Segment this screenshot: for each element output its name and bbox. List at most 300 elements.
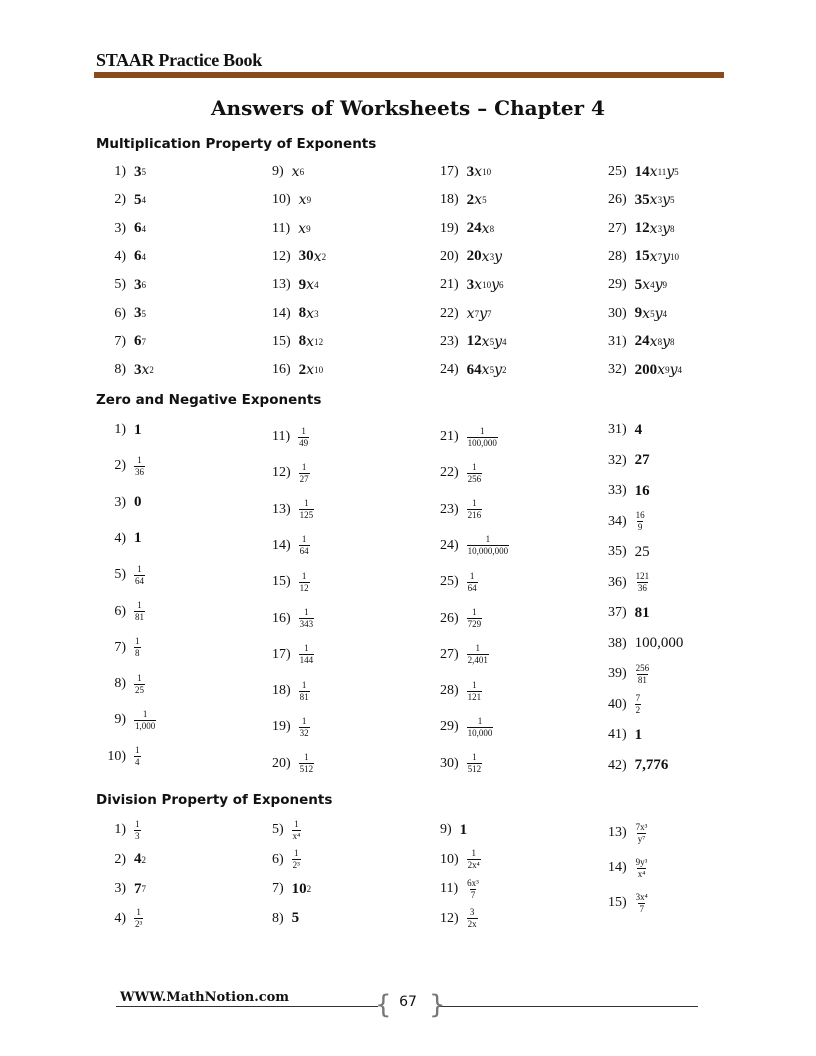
denominator: 25 xyxy=(135,684,144,695)
answer-item xyxy=(608,662,650,686)
variable: y xyxy=(662,248,670,265)
answer-value xyxy=(635,510,646,533)
answer-item xyxy=(104,217,146,241)
answer-item xyxy=(608,693,641,717)
coefficient: 200 xyxy=(634,361,658,378)
answer-number: 9) xyxy=(114,712,126,728)
numerator: 1 xyxy=(480,425,485,436)
fraction xyxy=(299,752,315,775)
coefficient: 9 xyxy=(634,305,643,321)
answer-item xyxy=(440,607,482,631)
answer-number: 13) xyxy=(272,277,291,293)
numerator: 1 xyxy=(301,715,307,726)
variable: y xyxy=(654,277,663,294)
answer-number: 16) xyxy=(272,610,291,626)
answer-number: 33) xyxy=(608,483,627,498)
variable: y xyxy=(494,248,502,265)
denominator: 2³ xyxy=(135,919,143,929)
answer-number: 29) xyxy=(440,719,459,735)
answer-item xyxy=(440,425,498,449)
variable: y xyxy=(666,164,675,180)
fraction xyxy=(467,607,483,630)
answer-number: 25) xyxy=(608,164,627,179)
answer-number: 19) xyxy=(440,220,459,236)
answer-item xyxy=(104,848,146,872)
answer-number: 6) xyxy=(272,851,284,867)
fraction xyxy=(467,907,478,930)
answer-item xyxy=(608,571,650,595)
answer-item xyxy=(440,461,482,485)
coefficient: 3 xyxy=(134,361,142,378)
answer-value xyxy=(298,426,309,449)
coefficient: 3 xyxy=(134,163,142,180)
answer-item xyxy=(104,245,146,269)
coefficient: 8 xyxy=(298,333,307,350)
denominator: 2,401 xyxy=(467,655,488,666)
denominator: 64 xyxy=(299,546,309,557)
answer-number: 9) xyxy=(272,164,284,179)
answer-number: 13) xyxy=(272,501,291,517)
fraction xyxy=(292,848,301,871)
coefficient: 8 xyxy=(298,305,307,321)
variable: y xyxy=(662,220,670,237)
variable: y xyxy=(494,362,502,379)
answer-value xyxy=(299,498,315,521)
variable: x xyxy=(649,164,658,180)
answer-number: 1) xyxy=(114,822,126,837)
answer-item xyxy=(608,601,650,625)
coefficient: 1 xyxy=(459,821,468,838)
coefficient: 5 xyxy=(634,276,643,293)
answer-number: 32) xyxy=(608,362,627,378)
variable: x xyxy=(298,220,307,237)
answer-item xyxy=(608,160,679,184)
coefficient: 64 xyxy=(466,361,482,378)
answer-value xyxy=(299,752,315,775)
denominator: 121 xyxy=(467,691,482,702)
answer-value: 6 7 xyxy=(134,333,146,350)
answer-item xyxy=(272,607,314,631)
answer-item xyxy=(608,540,650,564)
fraction xyxy=(635,571,651,594)
denominator: 343 xyxy=(299,619,314,629)
coefficient: 35 xyxy=(634,191,650,208)
denominator: 4 xyxy=(135,757,140,768)
answer-number: 24) xyxy=(440,362,459,378)
answer-item xyxy=(272,358,323,382)
section-title-zero-negative: Zero and Negative Exponents xyxy=(96,392,322,408)
answer-number: 11) xyxy=(272,220,291,236)
denominator: 12 xyxy=(299,582,309,593)
answer-value xyxy=(635,452,650,469)
answer-value: 6 4 xyxy=(134,248,146,265)
fraction xyxy=(467,716,494,739)
answer-item xyxy=(608,418,642,442)
answer-item xyxy=(272,848,301,872)
variable: x xyxy=(481,220,490,237)
denominator: 256 xyxy=(467,473,482,484)
denominator: 36 xyxy=(637,583,647,593)
denominator: 1,000 xyxy=(135,720,156,731)
answer-value xyxy=(460,822,468,839)
denominator: 81 xyxy=(135,612,144,622)
answer-value xyxy=(467,426,498,449)
denominator: 2³ xyxy=(292,860,300,870)
answer-number: 4) xyxy=(114,910,126,926)
answer-value: 200 x 9 y 4 xyxy=(634,361,682,379)
denominator: 512 xyxy=(299,764,314,775)
answer-value: 12 x 5 y 4 xyxy=(466,333,507,350)
answer-number: 13) xyxy=(608,825,627,840)
coefficient: 20 xyxy=(466,248,482,265)
answer-number: 12) xyxy=(272,465,291,481)
numerator: 16 xyxy=(635,510,645,520)
answer-item xyxy=(272,498,314,522)
answer-item xyxy=(104,636,141,660)
numerator: 1 xyxy=(472,498,477,509)
answer-value xyxy=(635,571,651,594)
answer-value: 3 x 2 xyxy=(134,361,154,379)
answer-value: 64 x 5 y 2 xyxy=(466,361,507,379)
coefficient: 7,776 xyxy=(634,757,669,773)
coefficient: 6 xyxy=(134,333,142,350)
answer-number: 8) xyxy=(114,676,126,692)
answer-item xyxy=(272,679,310,703)
answer-value xyxy=(466,878,480,901)
variable: x xyxy=(306,333,315,350)
variable: y xyxy=(654,305,663,322)
coefficient: 3 xyxy=(134,276,142,293)
answer-item xyxy=(104,302,146,326)
answer-item xyxy=(104,418,142,442)
answer-value xyxy=(467,716,494,739)
coefficient: 10 xyxy=(291,880,307,897)
answer-value: 20 x 3 y xyxy=(466,248,502,265)
answer-number: 7) xyxy=(114,333,126,349)
fraction xyxy=(134,673,145,696)
answer-item xyxy=(440,302,492,326)
answer-item xyxy=(440,330,507,354)
answer-value xyxy=(635,663,651,686)
answer-item xyxy=(104,160,146,184)
fraction xyxy=(467,571,478,594)
answer-number: 26) xyxy=(608,192,627,208)
fraction xyxy=(134,636,141,659)
answer-number: 30) xyxy=(608,305,627,321)
numerator: 1 xyxy=(469,570,475,581)
answer-number: 37) xyxy=(608,605,627,620)
answer-item xyxy=(104,907,143,931)
answer-number: 4) xyxy=(114,530,126,546)
numerator: 1 xyxy=(137,672,142,683)
answer-item xyxy=(104,708,156,732)
answer-number: 19) xyxy=(272,719,291,735)
answer-number: 4) xyxy=(114,248,126,264)
answer-number: 12) xyxy=(440,910,459,926)
fraction xyxy=(635,693,642,716)
answer-value: 35 x 3 y 5 xyxy=(634,191,675,209)
answer-value xyxy=(299,680,310,703)
variable: x xyxy=(466,305,475,322)
numerator: 1 xyxy=(472,607,477,617)
numerator: 1 xyxy=(142,708,148,719)
numerator: 3x⁴ xyxy=(635,891,648,902)
numerator: 256 xyxy=(635,662,650,673)
answer-value xyxy=(635,693,642,716)
answer-value xyxy=(635,635,684,652)
answer-value xyxy=(467,534,510,557)
answer-value: 8 x 12 xyxy=(298,333,324,350)
answer-value xyxy=(134,636,141,659)
fraction xyxy=(134,600,145,623)
variable: x xyxy=(649,333,658,350)
numerator: 1 xyxy=(485,534,491,545)
answer-value: 7 7 xyxy=(134,880,146,897)
denominator: x⁴ xyxy=(637,868,646,879)
numerator: 1 xyxy=(137,563,142,574)
coefficient: 27 xyxy=(634,452,650,468)
variable: x xyxy=(474,164,483,180)
answer-value xyxy=(292,910,300,927)
answer-number: 24) xyxy=(440,537,459,553)
coefficient: 5 xyxy=(134,191,142,208)
answer-value xyxy=(635,757,669,774)
numerator: 1 xyxy=(304,498,309,509)
answer-item xyxy=(440,188,487,212)
coefficient: 24 xyxy=(466,220,482,237)
answer-value xyxy=(134,745,141,768)
answer-value: 24 x 8 xyxy=(466,220,495,237)
variable: x xyxy=(649,220,658,237)
answer-number: 29) xyxy=(608,277,627,293)
answer-number: 14) xyxy=(608,860,627,875)
answer-value xyxy=(299,643,315,666)
answer-item xyxy=(440,498,482,522)
denominator: 512 xyxy=(467,764,482,775)
denominator: 144 xyxy=(299,655,314,666)
answer-item xyxy=(608,188,675,212)
answer-number: 2) xyxy=(114,851,126,867)
answer-item xyxy=(440,848,481,872)
answer-number: 36) xyxy=(608,574,627,590)
fraction xyxy=(299,462,310,485)
answer-number: 5) xyxy=(272,822,284,837)
answer-value: 3 5 xyxy=(134,163,146,180)
answer-item xyxy=(440,160,491,184)
answer-item xyxy=(104,877,146,901)
answer-value xyxy=(467,462,483,485)
answer-item xyxy=(440,245,502,269)
answer-item xyxy=(608,330,675,354)
answer-value xyxy=(299,534,310,557)
answer-item xyxy=(272,877,311,901)
variable: x xyxy=(313,248,322,265)
answer-item xyxy=(104,672,145,696)
answer-item xyxy=(104,454,145,478)
answer-item xyxy=(440,907,478,931)
denominator: 10,000,000 xyxy=(467,546,509,557)
answer-item xyxy=(608,245,679,269)
denominator: 2x xyxy=(467,919,477,929)
coefficient: 9 xyxy=(298,276,307,293)
answer-value: 3 x 10 y 6 xyxy=(466,276,504,294)
book-title: STAAR Practice Book xyxy=(96,50,262,70)
fraction xyxy=(134,745,141,768)
coefficient: 25 xyxy=(634,543,650,560)
numerator: 1 xyxy=(137,600,142,610)
answer-item xyxy=(608,302,667,326)
numerator: 1 xyxy=(301,570,307,581)
answer-value: 9 x 5 y 4 xyxy=(634,305,667,322)
fraction xyxy=(635,663,651,686)
answer-item xyxy=(104,600,145,624)
page-bracket-right: } xyxy=(429,990,446,1020)
denominator: y⁷ xyxy=(637,833,646,844)
fraction xyxy=(299,534,310,557)
answer-item xyxy=(104,491,142,515)
fraction xyxy=(635,510,646,533)
coefficient: 24 xyxy=(634,333,650,350)
numerator: 1 xyxy=(471,848,476,858)
answer-value: 3 6 xyxy=(134,276,146,293)
answer-value xyxy=(134,819,141,842)
fraction xyxy=(467,848,481,871)
answer-value xyxy=(134,709,156,732)
answer-number: 21) xyxy=(440,429,459,444)
numerator: 1 xyxy=(472,752,477,763)
answer-item xyxy=(272,425,309,449)
answer-value xyxy=(292,848,301,871)
answer-item xyxy=(608,723,642,747)
answer-number: 41) xyxy=(608,727,627,742)
answer-item xyxy=(104,745,141,769)
answer-number: 31) xyxy=(608,333,627,349)
answer-number: 27) xyxy=(440,646,459,662)
answer-item xyxy=(608,273,667,297)
fraction xyxy=(299,680,310,703)
answer-value xyxy=(635,727,643,744)
numerator: 1 xyxy=(304,752,309,763)
coefficient: 3 xyxy=(466,163,475,180)
denominator: 3 xyxy=(135,830,140,841)
variable: x xyxy=(291,164,300,180)
answer-number: 10) xyxy=(440,851,459,867)
answer-item xyxy=(272,330,323,354)
answer-item xyxy=(440,570,478,594)
answer-number: 22) xyxy=(440,305,459,321)
fraction xyxy=(467,462,483,485)
variable: x xyxy=(306,305,315,322)
denominator: 7 xyxy=(639,903,644,914)
answer-item xyxy=(440,679,482,703)
answer-value: x 9 xyxy=(298,220,311,237)
answer-item xyxy=(272,570,310,594)
numerator: 9y³ xyxy=(635,856,648,867)
variable: x xyxy=(481,248,490,265)
coefficient: 16 xyxy=(634,482,650,499)
answer-number: 7) xyxy=(114,639,126,655)
answer-value: 12 x 3 y 8 xyxy=(634,220,675,237)
coefficient: 30 xyxy=(298,248,314,265)
numerator: 1 xyxy=(135,745,140,756)
answer-item xyxy=(440,877,480,901)
coefficient: 14 xyxy=(634,163,650,180)
answer-value: 30 x 2 xyxy=(298,248,327,265)
coefficient: 7 xyxy=(134,880,142,897)
answer-value: 5 4 xyxy=(134,191,146,208)
numerator: 1 xyxy=(301,461,307,472)
answer-number: 3) xyxy=(114,494,126,510)
answer-value: 8 x 3 xyxy=(298,305,319,322)
answer-item xyxy=(440,752,482,776)
coefficient: 3 xyxy=(134,305,142,321)
denominator: 2 xyxy=(635,705,641,715)
answer-item xyxy=(440,818,467,842)
answer-value: 5 x 4 y 9 xyxy=(634,276,667,294)
coefficient: 1 xyxy=(134,421,142,438)
fraction xyxy=(134,455,145,478)
section-title-division: Division Property of Exponents xyxy=(96,792,333,808)
fraction xyxy=(467,498,483,521)
denominator: 64 xyxy=(135,575,144,586)
answer-number: 15) xyxy=(272,333,291,349)
variable: y xyxy=(662,333,670,350)
answer-value xyxy=(635,822,649,845)
answer-number: 16) xyxy=(272,362,291,378)
denominator: 216 xyxy=(467,510,482,521)
answer-number: 10) xyxy=(272,192,291,208)
answer-number: 21) xyxy=(440,277,459,293)
coefficient: 4 xyxy=(634,421,643,438)
denominator: 2x⁴ xyxy=(467,860,480,870)
denominator: 81 xyxy=(637,674,647,685)
fraction xyxy=(292,819,302,842)
answer-value xyxy=(467,680,483,703)
variable: x xyxy=(306,362,315,379)
numerator: 1 xyxy=(301,679,307,690)
fraction xyxy=(134,907,143,930)
website-link[interactable]: WWW.MathNotion.com xyxy=(120,990,290,1005)
answer-number: 32) xyxy=(608,452,627,468)
answer-number: 26) xyxy=(440,610,459,626)
answer-item xyxy=(608,449,650,473)
answer-number: 14) xyxy=(272,537,291,553)
fraction xyxy=(134,564,145,587)
numerator: 7 xyxy=(635,693,641,703)
answer-number: 23) xyxy=(440,501,459,517)
denominator: 64 xyxy=(467,582,477,593)
numerator: 1 xyxy=(304,607,309,617)
answer-value xyxy=(467,907,478,930)
denominator: 49 xyxy=(299,437,309,448)
answer-value xyxy=(292,819,302,842)
answer-number: 18) xyxy=(272,683,291,699)
answer-value xyxy=(299,607,315,630)
answer-number: 22) xyxy=(440,465,459,481)
answer-item xyxy=(440,358,507,382)
answer-number: 39) xyxy=(608,666,627,681)
variable: x xyxy=(649,248,658,265)
fraction xyxy=(299,607,315,630)
answer-item xyxy=(104,330,146,354)
coefficient: 4 xyxy=(134,851,142,867)
answer-value: 14 x 11 y 5 xyxy=(634,163,679,180)
coefficient: 6 xyxy=(134,220,142,237)
answer-item xyxy=(608,632,683,656)
answer-item xyxy=(272,461,310,485)
numerator: 1 xyxy=(301,425,306,436)
answer-item xyxy=(608,891,649,915)
